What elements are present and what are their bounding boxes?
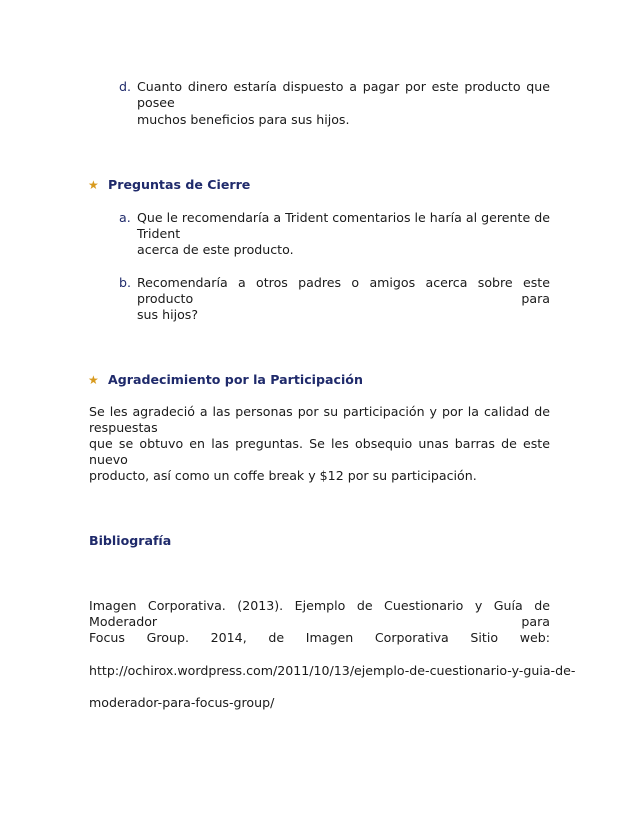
list-marker-b: b. — [119, 275, 131, 290]
star-bullet-icon: ★ — [88, 373, 99, 387]
thanks-paragraph-line-1: Se les agradeció a las personas por su participación y por la calidad de respuestas — [89, 404, 550, 435]
question-d-line-2: muchos beneficios para sus hijos. — [137, 112, 350, 127]
bibliography-heading: Bibliografía — [89, 533, 172, 548]
thanks-paragraph-line-3: producto, así como un coffe break y $12 por su participación. — [89, 468, 477, 483]
closing-item-b-line-1: Recomendaría a otros padres o amigos acerca sobre este producto para — [137, 275, 550, 306]
bibliography-url-line-1: http://ochirox.wordpress.com/2011/10/13/ejemplo-de-cuestionario-y-guia-de- — [89, 663, 576, 678]
list-marker-d: d. — [119, 79, 131, 94]
star-bullet-icon: ★ — [88, 178, 99, 192]
closing-item-b-line-2: sus hijos? — [137, 307, 199, 322]
section-heading-thanks: Agradecimiento por la Participación — [108, 372, 363, 387]
bibliography-line-2: Focus Group. 2014, de Imagen Corporativa Sitio web: — [89, 630, 550, 645]
bibliography-line-1: Imagen Corporativa. (2013). Ejemplo de Cuestionario y Guía de Moderador para — [89, 598, 550, 629]
question-d-line-1: Cuanto dinero estaría dispuesto a pagar por este producto que posee — [137, 79, 550, 110]
thanks-paragraph-line-2: que se obtuvo en las preguntas. Se les obsequio unas barras de este nuevo — [89, 436, 550, 467]
section-heading-closing: Preguntas de Cierre — [108, 177, 251, 192]
bibliography-url-line-2: moderador-para-focus-group/ — [89, 695, 275, 710]
list-marker-a: a. — [119, 210, 131, 225]
closing-item-a-line-2: acerca de este producto. — [137, 242, 294, 257]
closing-item-a-line-1: Que le recomendaría a Trident comentarios le haría al gerente de Trident — [137, 210, 550, 241]
